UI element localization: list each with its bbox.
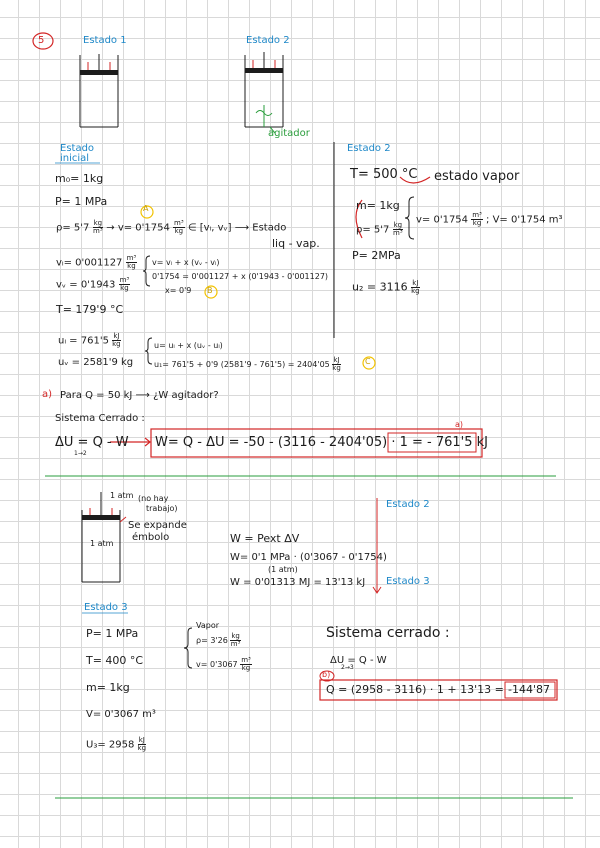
state3-pressure: P= 1 MPa (86, 627, 139, 640)
unit-num: kJ (412, 279, 419, 287)
unit-den: kg (241, 664, 251, 672)
part-b-label: b) (322, 670, 331, 679)
initial-title-line2: inicial (60, 153, 90, 164)
unit-num: kJ (333, 356, 340, 364)
state2-u2-unit (411, 280, 420, 295)
initial-specific-volume: → v= 0'1754 (106, 222, 170, 234)
state3-density-unit (230, 633, 241, 648)
unit-den: kg (137, 744, 147, 752)
part-a-question: Para Q = 50 kJ ⟶ ¿W agitador? (60, 390, 219, 401)
circle-c-label: C (365, 357, 371, 366)
state2-u2-row (352, 280, 420, 295)
state2-density-row (356, 222, 403, 237)
unit-den: kg (174, 227, 184, 235)
unit-den: kg (472, 219, 482, 227)
state3-u3-row (86, 737, 146, 752)
part-b-equation-subscript: 2→3 (341, 664, 354, 671)
part-b-heat-equation: Q = (2958 - 3116) · 1 + 13'13 = (326, 683, 504, 696)
state3-specific-volume-row (196, 657, 252, 672)
unit-den: m³ (230, 640, 241, 648)
state2-specific-volume-row (416, 212, 562, 227)
work-equation-2: W= 0'1 MPa · (0'3067 - 0'1754) (230, 552, 387, 563)
state3-title: Estado 3 (84, 602, 128, 613)
state2-arrow-label: estado vapor (434, 169, 520, 184)
initial-pressure: P= 1 MPa (55, 195, 108, 208)
initial-vl-unit (126, 255, 138, 270)
part-a-label: a) (42, 389, 53, 400)
part-a-equation: ΔU = Q - W (55, 435, 129, 450)
unit-num: m³ (119, 276, 130, 284)
initial-uv-row (58, 357, 133, 368)
unit-num: m³ (126, 254, 137, 262)
state2-specific-volume-unit (471, 212, 483, 227)
transition-state3-label: Estado 3 (386, 576, 430, 587)
piston-cylinder-3 (82, 492, 126, 582)
state3-density: ρ= 3'26 (196, 636, 228, 645)
work-equation-2-note: (1 atm) (268, 565, 298, 574)
initial-arrow-estado: ⟶ Estado (234, 222, 287, 234)
agitator-label: agitador (268, 128, 310, 139)
work-equation-3: W = 0'01313 MJ = 13'13 kJ (230, 577, 366, 588)
unit-den: kg (332, 364, 341, 372)
state3-volume: V= 0'3067 m³ (86, 709, 156, 720)
state2-u2: u₂ = 3116 (352, 280, 408, 294)
initial-vv-unit (119, 277, 131, 292)
state2-mass: m= 1kg (356, 199, 400, 212)
initial-specific-volume-unit (173, 220, 185, 235)
state3-u3: U₃= 2958 (86, 739, 135, 751)
state3-specific-volume: v= 0'3067 (196, 660, 238, 669)
energy-equation-2 (154, 357, 341, 372)
part-b-answer: -144'87 (508, 683, 550, 696)
energy-equation-2-text: u₁= 761'5 + 0'9 (2581'9 - 761'5) = 2404'05 (154, 360, 330, 369)
piston-cylinder-2 (245, 52, 283, 133)
initial-uv: uᵥ = 2581'9 (58, 357, 118, 368)
unit-den: m³ (393, 229, 403, 237)
initial-mass: m₀= 1kg (55, 172, 104, 185)
unit-num: kg (393, 221, 403, 229)
quality-result: x= 0'9 (165, 286, 192, 295)
state2-title: Estado 2 (347, 143, 391, 154)
initial-vv-row (56, 277, 130, 292)
state2-specific-volume: v= 0'1754 (416, 214, 469, 226)
piston-top-pressure: 1 atm (110, 491, 134, 500)
quality-equation-1: v= vₗ + x (vᵥ - vₗ) (152, 258, 220, 267)
state3-temperature: T= 400 °C (86, 654, 144, 667)
part-a-system: Sistema Cerrado : (55, 413, 145, 424)
circle-a-label: A (143, 204, 149, 213)
piston-expand-line2: émbolo (132, 532, 170, 543)
state2-density: ρ= 5'7 (356, 224, 390, 236)
initial-title-line1: Estado (60, 143, 95, 154)
piston-expand-line1: Se expande (128, 520, 187, 531)
energy-result-unit (332, 357, 341, 372)
state3-vapor: Vapor (196, 621, 220, 630)
unit-num: m³ (174, 219, 184, 227)
initial-uv-unit: kg (121, 357, 134, 368)
unit-den: kg (120, 284, 129, 292)
brace-state2 (405, 197, 414, 239)
initial-density-unit (93, 220, 104, 235)
problem-number: 5 (38, 35, 45, 46)
work-equation-1: W = Pext ΔV (230, 532, 300, 545)
unit-num: kg (231, 632, 240, 640)
part-a-result-equation: W= Q - ΔU = -50 - (3116 - 2404'05) · 1 = - 761'5 kJ (155, 435, 489, 450)
state2-pressure: P= 2MPa (352, 249, 401, 262)
initial-density: ρ= 5'7 (56, 222, 90, 234)
initial-temperature: T= 179'9 °C (56, 303, 124, 316)
header-state1-label: Estado 1 (83, 35, 127, 46)
unit-num: m³ (472, 211, 482, 219)
unit-den: kg (127, 262, 136, 270)
unit-den: kg (411, 287, 420, 295)
initial-vl: vₗ= 0'001127 (56, 257, 123, 269)
initial-density-row (56, 220, 286, 235)
initial-vv: vᵥ = 0'1943 (56, 279, 116, 291)
transition-state2-label: Estado 2 (386, 499, 430, 510)
piston-note-line2: trabajo) (146, 504, 178, 513)
circle-b-label: B (207, 286, 213, 295)
initial-ul-unit (112, 333, 121, 348)
brace-quality (143, 256, 150, 286)
initial-ul: uₗ = 761'5 (58, 335, 109, 347)
initial-ul-row (58, 333, 121, 348)
part-b-system: Sistema cerrado : (326, 625, 450, 641)
state3-specific-volume-unit (240, 657, 252, 672)
brace-energy (145, 338, 152, 364)
unit-den: m³ (93, 227, 103, 235)
initial-vl-row (56, 255, 137, 270)
unit-den: kg (112, 340, 121, 348)
piston-inside-pressure: 1 atm (90, 539, 114, 548)
energy-equation-1: u= uₗ + x (uᵥ - uₗ) (154, 341, 223, 350)
unit-num: kJ (138, 736, 145, 744)
piston-note-line1: (no hay (138, 494, 169, 503)
state3-u3-unit (138, 737, 147, 752)
part-a-answer-tag: a) (455, 420, 464, 429)
unit-num: kJ (113, 332, 120, 340)
state3-density-row (196, 633, 241, 648)
unit-num: m³ (241, 656, 251, 664)
initial-state-result: liq - vap. (272, 237, 320, 250)
unit-num: kg (93, 219, 103, 227)
header-state2-label: Estado 2 (246, 35, 290, 46)
quality-equation-2: 0'1754 = 0'001127 + x (0'1943 - 0'001127) (152, 272, 329, 281)
state2-volume: ; V= 0'1754 m³ (486, 214, 563, 226)
brace-state3 (184, 628, 192, 668)
part-a-equation-subscript: 1→2 (74, 450, 87, 457)
state2-temperature: T= 500 °C (350, 167, 418, 182)
state2-density-unit (393, 222, 404, 237)
initial-range: ∈ [vₗ, vᵥ] (187, 222, 232, 234)
piston-cylinder-1 (80, 54, 118, 127)
state3-mass: m= 1kg (86, 681, 130, 694)
part-b-equation: ΔU = Q - W (330, 655, 387, 666)
